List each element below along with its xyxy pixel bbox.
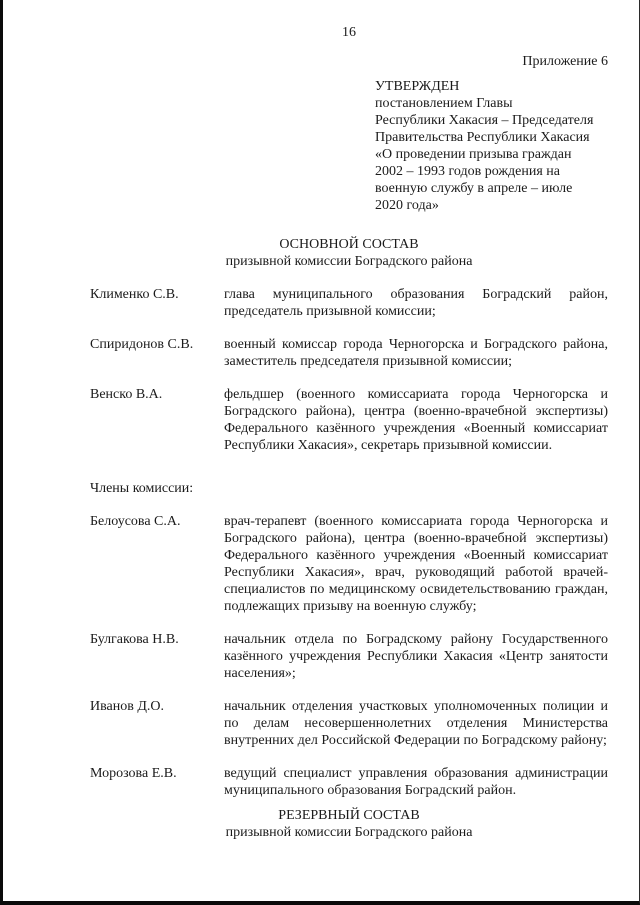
roster-row xyxy=(90,698,608,749)
member-role: глава муниципального образования Боградский район, председатель призывной комиссии; xyxy=(224,287,608,319)
approval-block xyxy=(375,78,608,214)
roster-row xyxy=(90,386,608,454)
member-role: военный комиссар города Черногорска и Боградского района, заместитель председателя призывной комиссии; xyxy=(224,337,608,369)
reserve-heading-subtitle: призывной комиссии Боградского района xyxy=(225,825,473,840)
member-role: начальник отдела по Боградскому району Государственного казённого учреждения Республики Хакасия «Центр занятости населения»; xyxy=(224,632,608,681)
approval-line: «О проведении призыва граждан xyxy=(375,147,572,162)
approval-line: Правительства Республики Хакасия xyxy=(375,130,590,145)
main-heading-subtitle: призывной комиссии Боградского района xyxy=(225,254,473,269)
page-number: 16 xyxy=(342,25,356,40)
approval-line: военную службу в апреле – июле xyxy=(375,181,573,196)
member-name: Спиридонов С.В. xyxy=(90,337,194,352)
reserve-heading-title: РЕЗЕРВНЫЙ СОСТАВ xyxy=(278,808,420,823)
main-heading xyxy=(90,236,608,270)
document-content xyxy=(3,0,639,901)
roster-row xyxy=(90,765,608,799)
member-name: Морозова Е.В. xyxy=(90,766,177,781)
approval-line: 2020 года» xyxy=(375,198,439,213)
member-name: Булгакова Н.В. xyxy=(90,632,179,647)
appendix-label: Приложение 6 xyxy=(522,54,608,69)
member-role: ведущий специалист управления образования администрации муниципального образования Боградский район. xyxy=(224,766,608,798)
member-name: Белоусова С.А. xyxy=(90,514,181,529)
reserve-heading xyxy=(90,807,608,841)
roster-row xyxy=(90,513,608,615)
members-label: Члены комиссии: xyxy=(90,481,194,496)
member-role: начальник отделения участковых уполномоченных полиции и по делам несовершеннолетних отделения Министерства внутренних дел Российской Федерации по Боградскому району; xyxy=(224,699,608,748)
member-role: фельдшер (военного комиссариата города Черногорска и Боградского района), центра (военно-врачебной экспертизы) Федерального казённого учреждения «Военный комиссариат Республики Хакасия», секретарь призывной комиссии. xyxy=(224,387,608,453)
approval-line: Республики Хакасия – Председателя xyxy=(375,113,594,128)
member-name: Венско В.А. xyxy=(90,387,163,402)
approval-line: 2002 – 1993 годов рождения на xyxy=(375,164,561,179)
approval-line: УТВЕРЖДЕН xyxy=(375,79,460,94)
members-label-row xyxy=(90,470,608,497)
approval-line: постановлением Главы xyxy=(375,96,513,111)
roster-row xyxy=(90,286,608,320)
roster-row xyxy=(90,631,608,682)
member-name: Клименко С.В. xyxy=(90,287,179,302)
member-name: Иванов Д.О. xyxy=(90,699,165,714)
main-heading-title: ОСНОВНОЙ СОСТАВ xyxy=(279,237,419,252)
member-role: врач-терапевт (военного комиссариата города Черногорска и Боградского района), центра (военно-врачебной экспертизы) Федерального казённого учреждения «Военный комиссариат Республики Хакасия», врач, руководящий работой врачей-специалистов по медицинскому освидетельствованию граждан, подлежащих призыву на военную службу; xyxy=(224,514,608,614)
roster-row xyxy=(90,336,608,370)
